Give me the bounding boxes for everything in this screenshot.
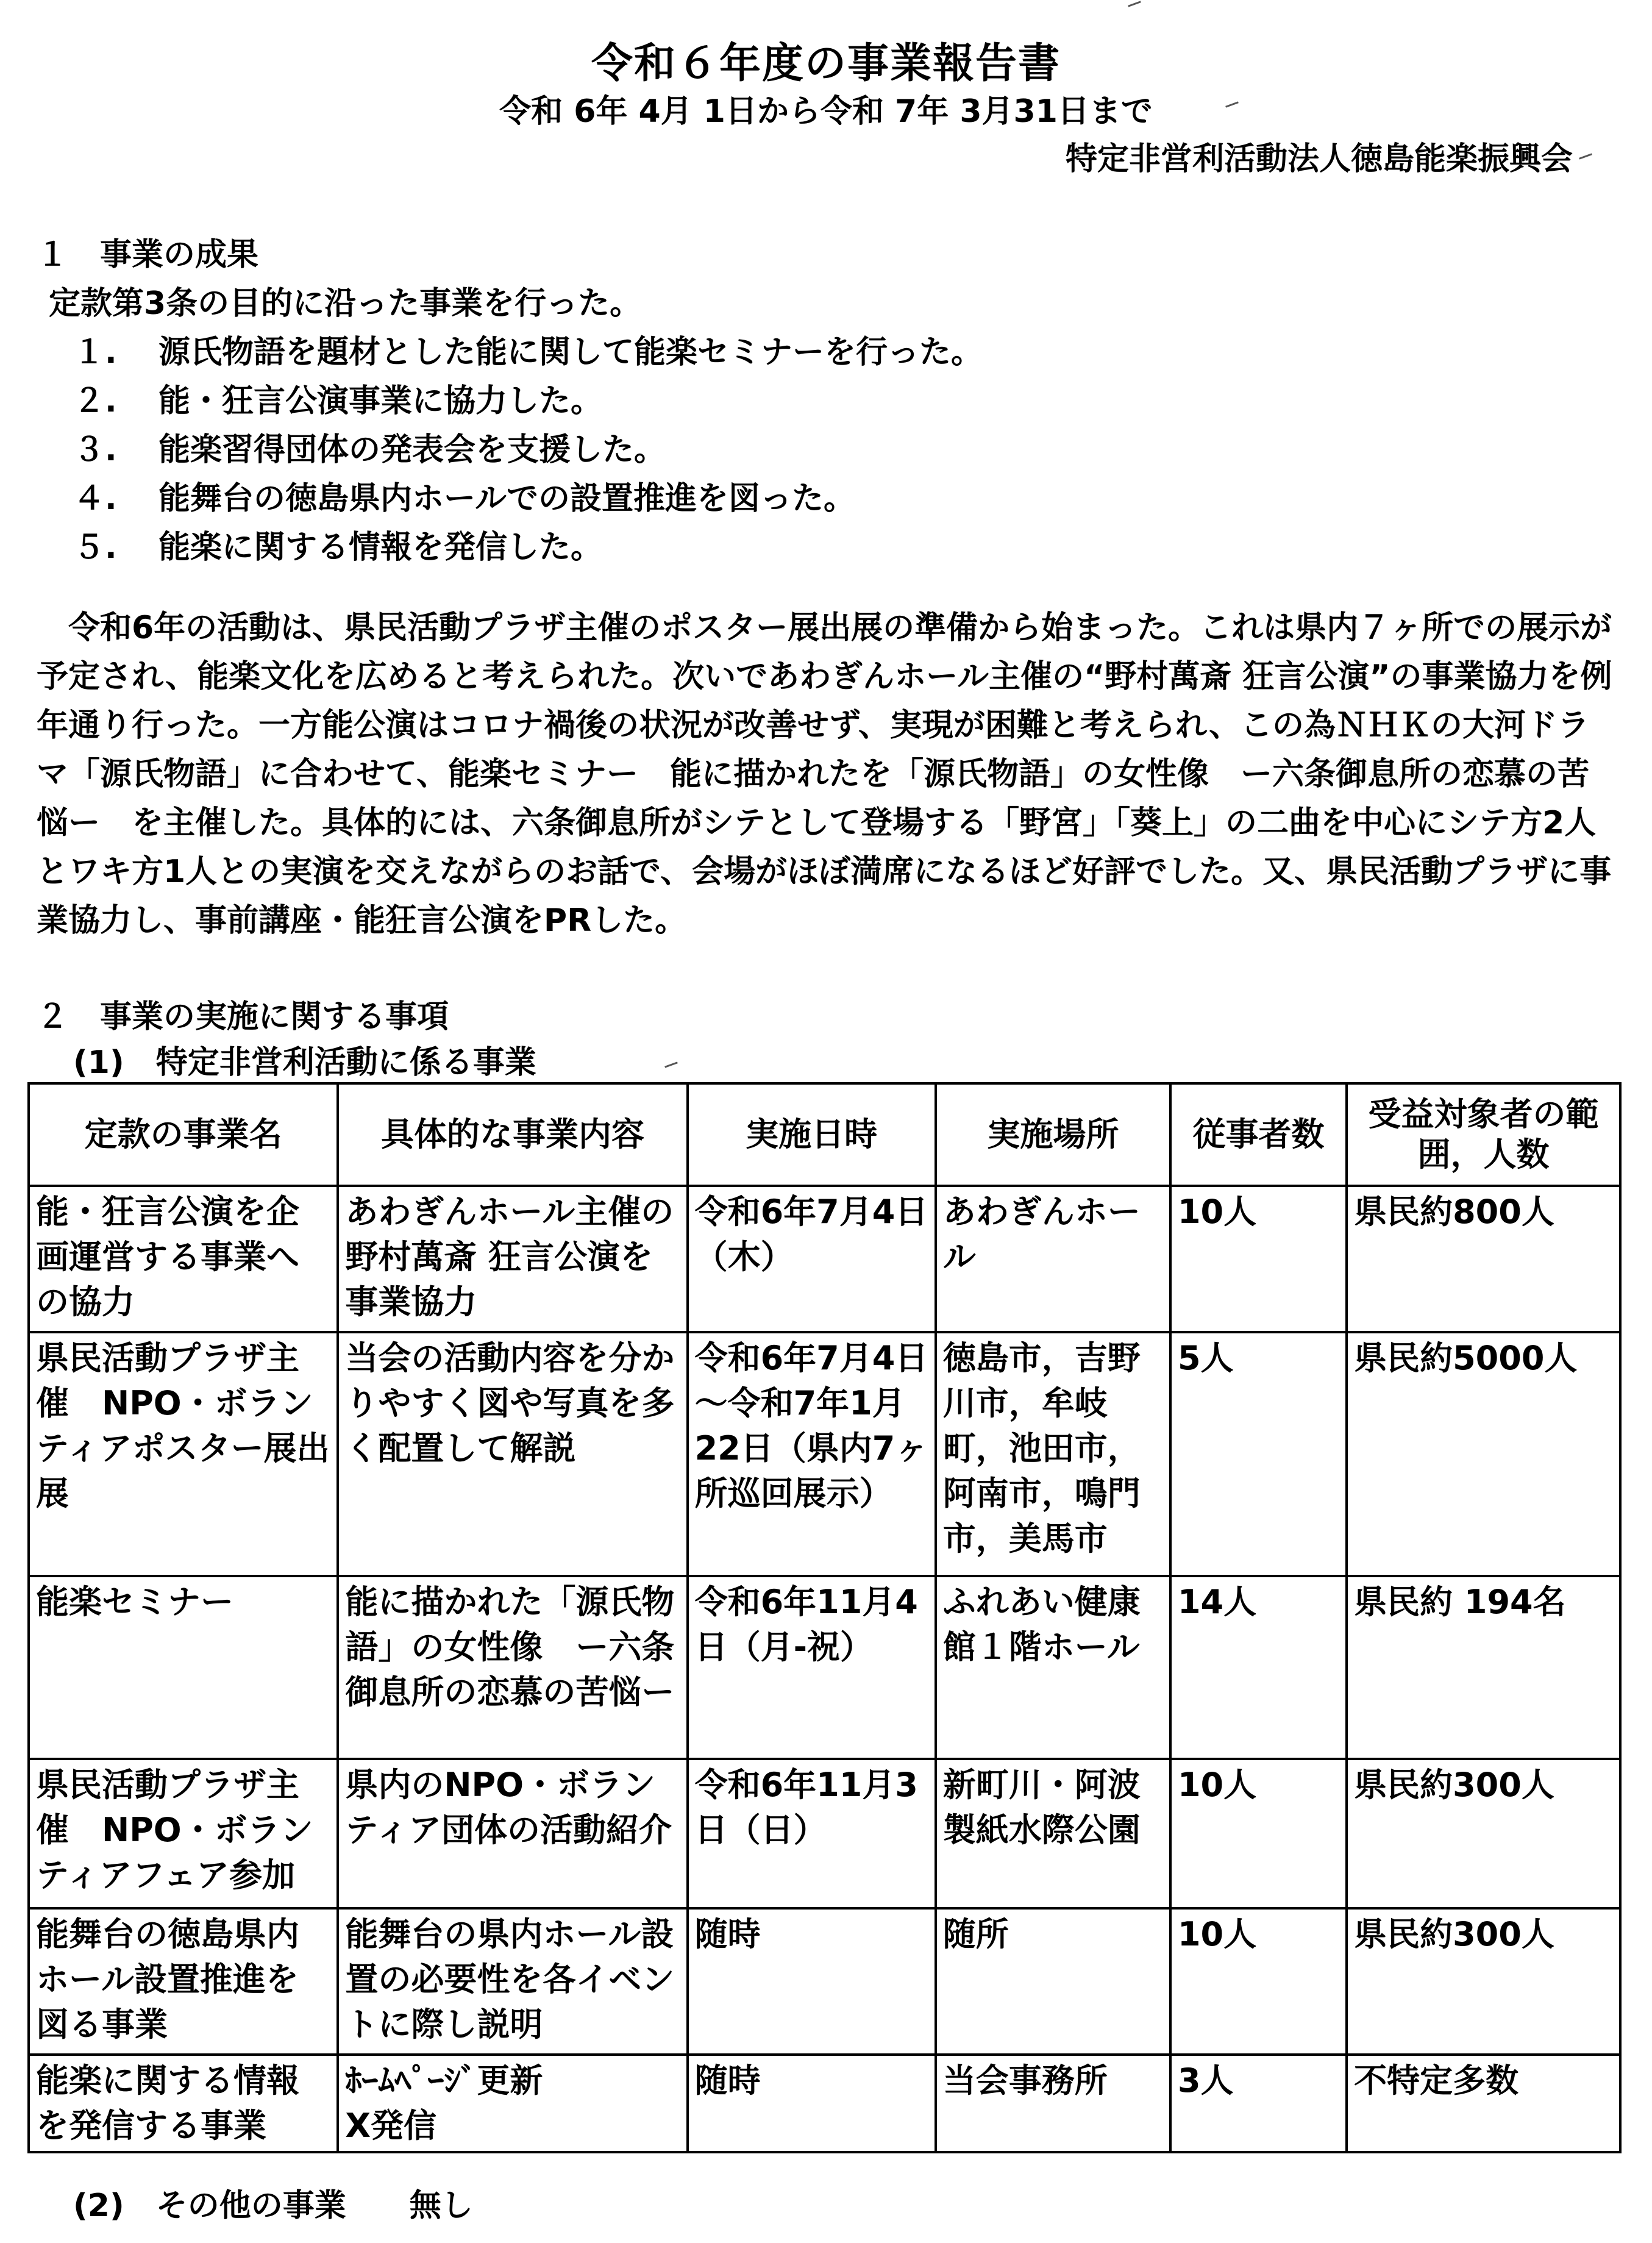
cell-business-name: 県民活動プラザ主催 NPO・ボランティアフェア参加 xyxy=(29,1759,338,1908)
document-title: 令和６年度の事業報告書 xyxy=(591,40,1061,88)
cell-staff-count: 14人 xyxy=(1170,1576,1347,1759)
cell-business-content: 当会の活動内容を分かりやすく図や写真を多く配置して解説 xyxy=(338,1332,687,1576)
cell-business-name: 県民活動プラザ主催 NPO・ボランティアポスター展出展 xyxy=(29,1332,338,1576)
result-item xyxy=(73,521,602,567)
report-period: 令和 6年 4月 1日から令和 7年 3月31日まで xyxy=(499,93,1153,130)
scan-mark xyxy=(1128,1,1141,7)
section2-subheading-2: (2) その他の事業 無し xyxy=(73,2188,473,2224)
cell-business-content: 能に描かれた「源氏物語」の女性像 ー六条御息所の恋慕の苦悩ー xyxy=(338,1576,687,1759)
table-row xyxy=(29,1332,1620,1576)
result-item-text: 能楽に関する情報を発信した。 xyxy=(158,529,603,566)
section2-heading: ２ 事業の実施に関する事項 xyxy=(37,999,449,1035)
header-beneficiaries: 受益対象者の範囲，人数 xyxy=(1347,1083,1620,1186)
cell-date: 随時 xyxy=(688,2055,936,2152)
activity-summary-paragraph: 令和6年の活動は、県民活動プラザ主催のポスター展出展の準備から始まった。これは県内７ヶ所での展示が予定され、能楽文化を広めると考えられた。次いであわぎんホール主催の“野村萬斎 狂言公演”の事業協力を例年通り行った。一方能公演はコロナ禍後の状況が改善せず、実現が困難と考えられ、この為ＮＨＫの大河ドラマ「源氏物語」に合わせて、能楽セミナー 能に描かれたを「源氏物語」の女性像 ー六条御息所の恋慕の苦悩ー を主催した。具体的には、六条御息所がシテとして登場する「野宮」「葵上」の二曲を中心にシテ方2人とワキ方1人との実演を交えながらのお話で、会場がほぼ満席になるほど好評でした。又、県民活動プラザに事業協力し、事前講座・能狂言公演をPRした。 xyxy=(37,610,1612,939)
cell-beneficiaries: 県民約300人 xyxy=(1347,1759,1620,1908)
header-date: 実施日時 xyxy=(688,1083,936,1186)
result-item-text: 源氏物語を題材とした能に関して能楽セミナーを行った。 xyxy=(158,334,983,371)
cell-date: 令和6年11月3日（日） xyxy=(688,1759,936,1908)
cell-place: 新町川・阿波製紙水際公園 xyxy=(936,1759,1170,1908)
result-item-number: ２. xyxy=(73,383,117,419)
table-header-row xyxy=(29,1083,1620,1186)
header-staff-count: 従事者数 xyxy=(1170,1083,1347,1186)
organization-name: 特定非営利活動法人徳島能楽振興会 xyxy=(1065,141,1573,177)
result-item-number: ３. xyxy=(73,432,117,468)
result-item-number: ４. xyxy=(73,480,117,517)
cell-business-content: あわぎんホール主催の野村萬斎 狂言公演を事業協力 xyxy=(338,1186,687,1332)
cell-date: 令和6年7月4日（木） xyxy=(688,1186,936,1332)
cell-staff-count: 10人 xyxy=(1170,1908,1347,2055)
cell-date: 令和6年11月4日（月-祝） xyxy=(688,1576,936,1759)
section1-intro: 定款第3条の目的に沿った事業を行った。 xyxy=(49,285,642,322)
section1-heading: １ 事業の成果 xyxy=(37,237,259,273)
cell-beneficiaries: 県民約5000人 xyxy=(1347,1332,1620,1576)
cell-beneficiaries: 県民約800人 xyxy=(1347,1186,1620,1332)
scan-mark xyxy=(1579,153,1592,159)
cell-staff-count: 5人 xyxy=(1170,1332,1347,1576)
cell-date: 随時 xyxy=(688,1908,936,2055)
result-item-text: 能楽習得団体の発表会を支援した。 xyxy=(158,432,666,468)
result-item-number: １. xyxy=(73,334,117,371)
result-item-text: 能舞台の徳島県内ホールでの設置推進を図った。 xyxy=(158,480,855,517)
result-item xyxy=(73,375,602,421)
cell-staff-count: 3人 xyxy=(1170,2055,1347,2152)
cell-business-name: 能舞台の徳島県内ホール設置推進を図る事業 xyxy=(29,1908,338,2055)
table-row xyxy=(29,1908,1620,2055)
cell-business-name: 能楽セミナー xyxy=(29,1576,338,1759)
cell-business-name: 能・狂言公演を企画運営する事業への協力 xyxy=(29,1186,338,1332)
cell-beneficiaries: 県民約300人 xyxy=(1347,1908,1620,2055)
table-row xyxy=(29,1759,1620,1908)
table-row xyxy=(29,2055,1620,2152)
cell-business-name: 能楽に関する情報を発信する事業 xyxy=(29,2055,338,2152)
header-place: 実施場所 xyxy=(936,1083,1170,1186)
cell-beneficiaries: 県民約 194名 xyxy=(1347,1576,1620,1759)
header-business-name: 定款の事業名 xyxy=(29,1083,338,1186)
cell-date: 令和6年7月4日～令和7年1月22日（県内7ヶ所巡回展示） xyxy=(688,1332,936,1576)
header-business-content: 具体的な事業内容 xyxy=(338,1083,687,1186)
result-item xyxy=(73,472,855,518)
section2-subheading-1: (1) 特定非営利活動に係る事業 xyxy=(73,1044,536,1081)
cell-staff-count: 10人 xyxy=(1170,1186,1347,1332)
scan-mark xyxy=(664,1061,678,1068)
table-row xyxy=(29,1576,1620,1759)
cell-business-content: 県内のNPO・ボランティア団体の活動紹介 xyxy=(338,1759,687,1908)
table-row xyxy=(29,1186,1620,1332)
result-item xyxy=(73,326,983,372)
cell-place: 当会事務所 xyxy=(936,2055,1170,2152)
result-item xyxy=(73,424,666,469)
cell-place: あわぎんホール xyxy=(936,1186,1170,1332)
business-table xyxy=(27,1082,1622,2153)
cell-place: ふれあい健康館１階ホール xyxy=(936,1576,1170,1759)
cell-place: 随所 xyxy=(936,1908,1170,2055)
result-item-text: 能・狂言公演事業に協力した。 xyxy=(158,383,603,419)
result-item-number: ５. xyxy=(73,529,117,566)
cell-beneficiaries: 不特定多数 xyxy=(1347,2055,1620,2152)
cell-business-content: 能舞台の県内ホール設置の必要性を各イベントに際し説明 xyxy=(338,1908,687,2055)
cell-business-content: ﾎｰﾑﾍﾟｰｼﾞ更新 X発信 xyxy=(338,2055,687,2152)
cell-staff-count: 10人 xyxy=(1170,1759,1347,1908)
cell-place: 徳島市，吉野川市，牟岐町，池田市，阿南市，鳴門市，美馬市 xyxy=(936,1332,1170,1576)
